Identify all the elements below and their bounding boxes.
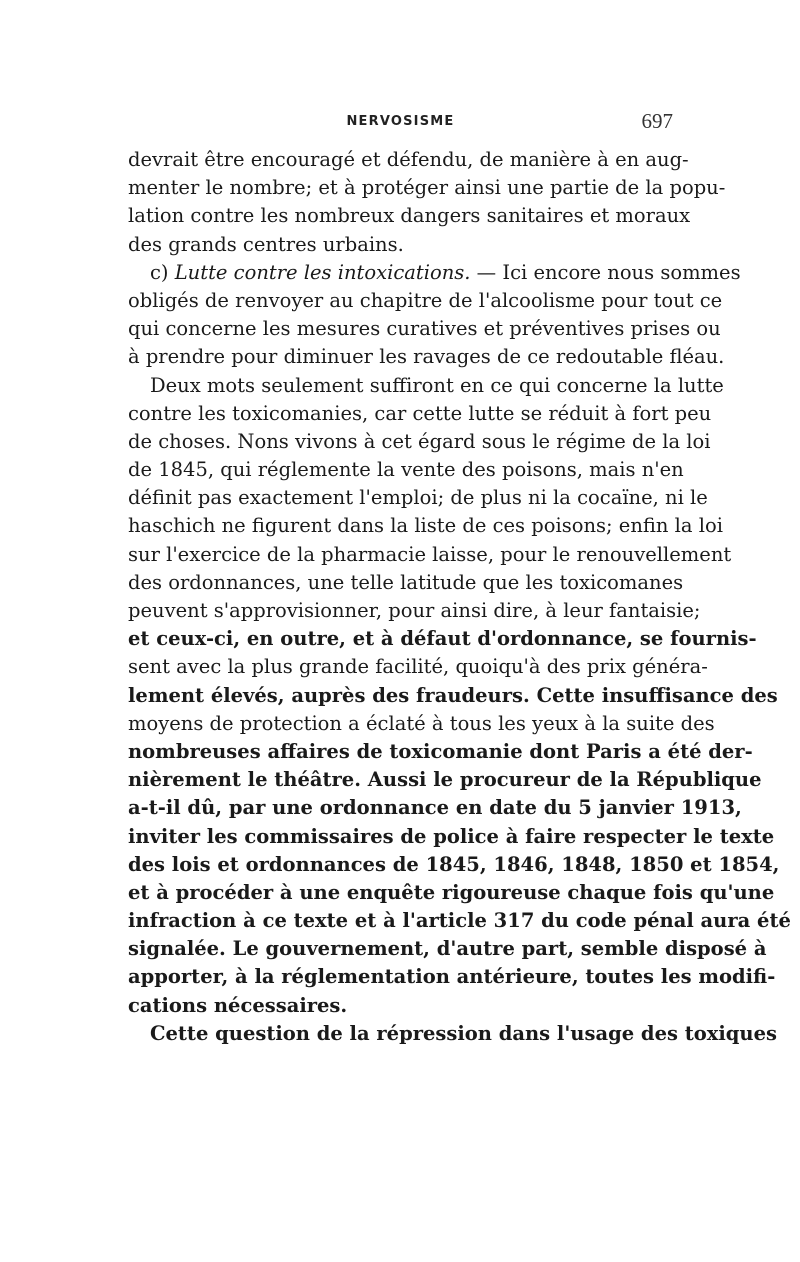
text-line: moyens de protection a éclaté à tous les yeux à la suite des — [128, 711, 715, 735]
section-heading-line — [128, 259, 741, 287]
text-line: et à procéder à une enquête rigoureuse chaque fois qu'une — [128, 880, 775, 904]
text-line: et ceux-ci, en outre, et à défaut d'ordonnance, se fournis- — [128, 627, 757, 651]
page-header — [128, 109, 673, 138]
text-line: des ordonnances, une telle latitude que les toxicomanes — [128, 570, 684, 594]
text-line: nièrement le théâtre. Aussi le procureur de la République — [128, 768, 762, 792]
text-line: a-t-il dû, par une ordonnance en date du 5 janvier 1913, — [128, 796, 742, 820]
text-line: cations nécessaires. — [128, 993, 348, 1017]
text-line: apporter, à la réglementation antérieure, toutes les modifi- — [128, 965, 776, 989]
text-line: définit pas exactement l'emploi; de plus ni la cocaïne, ni le — [128, 486, 708, 510]
text-line: lement élevés, auprès des fraudeurs. Cette insuffisance des — [128, 683, 778, 707]
text-line: signalée. Le gouvernement, d'autre part, semble disposé à — [128, 937, 767, 961]
text-line: infraction à ce texte et à l'article 317 du code pénal aura été — [128, 909, 791, 933]
text-line: haschich ne figurent dans la liste de ces poisons; enfin la loi — [128, 514, 723, 538]
text-line: nombreuses affaires de toxicomanie dont Paris a été der- — [128, 739, 753, 763]
section-title: Lutte contre les intoxications. — [174, 260, 471, 284]
section-label: c) — [150, 260, 175, 284]
text-line: devrait être encouragé et défendu, de manière à en aug- — [128, 148, 689, 171]
text-line: contre les toxicomanies, car cette lutte se réduit à fort peu — [128, 401, 712, 425]
text-line: de 1845, qui réglemente la vente des poisons, mais n'en — [128, 458, 684, 482]
page-number: 697 — [641, 109, 673, 133]
text-line: sur l'exercice de la pharmacie laisse, pour le renouvellement — [128, 542, 732, 566]
text-line: sent avec la plus grande facilité, quoiqu'à des prix généra- — [128, 655, 708, 679]
text-line: de choses. Nons vivons à cet égard sous le régime de la loi — [128, 429, 711, 453]
running-title: NERVOSISME — [346, 114, 455, 129]
text-line: menter le nombre; et à protéger ainsi une partie de la popu- — [128, 176, 726, 200]
text-line: peuvent s'approvisionner, pour ainsi dire, à leur fantaisie; — [128, 599, 701, 622]
text-line: des grands centres urbains. — [128, 232, 404, 256]
text-line: Deux mots seulement suffiront en ce qui concerne la lutte — [150, 373, 724, 397]
body-text — [128, 146, 791, 1048]
text-line: lation contre les nombreux dangers sanitaires et moraux — [128, 204, 691, 228]
text-line: obligés de renvoyer au chapitre de l'alcoolisme pour tout ce — [128, 288, 723, 312]
text-line: à prendre pour diminuer les ravages de ce redoutable fléau. — [128, 345, 725, 369]
text-line: qui concerne les mesures curatives et préventives prises ou — [128, 317, 721, 341]
section-title-continuation: — Ici encore nous sommes — [470, 260, 741, 284]
text-line: Cette question de la répression dans l'usage des toxiques — [150, 1021, 777, 1045]
text-line: inviter les commissaires de police à faire respecter le texte — [128, 824, 775, 848]
text-line: des lois et ordonnances de 1845, 1846, 1848, 1850 et 1854, — [128, 852, 780, 876]
